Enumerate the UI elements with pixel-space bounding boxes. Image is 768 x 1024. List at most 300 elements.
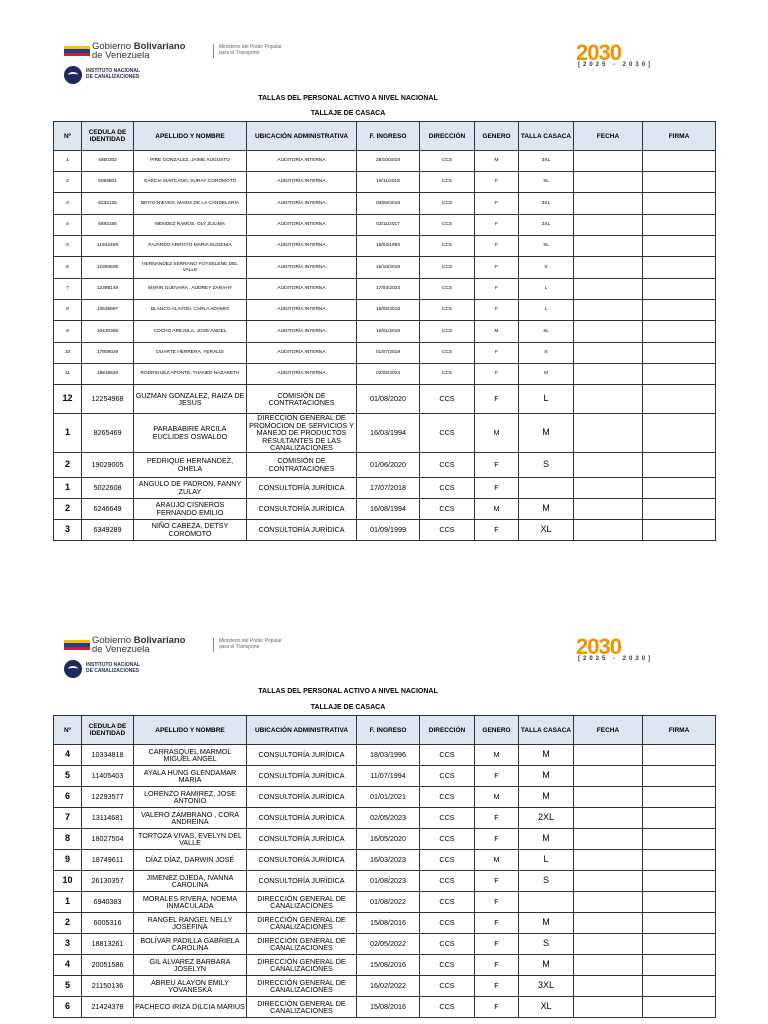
cell-ubic: AUDITORÍA INTERNA (247, 151, 357, 172)
cell-talla: M (519, 745, 574, 766)
institute-logo-icon (64, 660, 82, 678)
cell-name: HERNANDEZ SERRANO YOYSELENE DEL VALLE (134, 257, 247, 279)
cell-dir: CCS (420, 257, 475, 279)
cell-dir: CCS (420, 498, 475, 519)
table-row (54, 193, 716, 215)
cell-fecha-sign[interactable] (574, 364, 643, 385)
cell-n: 2 (54, 452, 82, 477)
cell-firma[interactable] (643, 452, 716, 477)
cell-name: BRITO NIEVES, MARIA DE LA CANDELARIA (134, 193, 247, 215)
cell-dir: CCS (420, 934, 475, 955)
cell-gen: F (475, 364, 519, 385)
cell-dir: CCS (420, 236, 475, 257)
cell-gen: F (475, 934, 519, 955)
cell-talla: XL (519, 519, 574, 540)
cell-dir: CCS (420, 745, 475, 766)
cell-ci: 18818620 (82, 364, 134, 385)
cell-talla: M (519, 498, 574, 519)
cell-name: BOLÍVAR PADILLA GABRIELA CAROLINA (134, 934, 247, 955)
cell-firma[interactable] (643, 913, 716, 934)
cell-firma[interactable] (643, 477, 716, 498)
government-logo-text: Gobierno Bolivariano de Venezuela (92, 41, 186, 61)
cell-ubic: DIRECCIÓN GENERAL DE CANALIZACIONES (247, 997, 357, 1018)
table-row (54, 279, 716, 300)
cell-firma[interactable] (643, 997, 716, 1018)
cell-firma[interactable] (643, 300, 716, 321)
cell-talla: S (519, 452, 574, 477)
sizes-table-page-2 (53, 715, 716, 1018)
column-header: CEDULA DE IDENTIDAD (82, 122, 134, 151)
cell-firma[interactable] (643, 385, 716, 414)
cell-ubic: COMISIÓN DE CONTRATACIONES (247, 385, 357, 414)
cell-n: 5 (54, 766, 82, 787)
cell-gen: F (475, 871, 519, 892)
cell-dir: CCS (420, 414, 475, 453)
cell-name: DÍAZ DÍAZ, DARWIN JOSÉ (134, 850, 247, 871)
plan-2030-logo: 2030 [2025 - 2030] (576, 40, 654, 68)
cell-dir: CCS (420, 871, 475, 892)
cell-fecha-sign[interactable] (574, 172, 643, 193)
cell-name: AYALA HUNG GLENDAMAR MARIA (134, 766, 247, 787)
table-row (54, 452, 716, 477)
cell-n: 12 (54, 385, 82, 414)
cell-fecha-sign[interactable] (574, 414, 643, 453)
cell-ubic: DIRECCIÓN GENERAL DE CANALIZACIONES (247, 913, 357, 934)
cell-firma[interactable] (643, 766, 716, 787)
cell-n: 3 (54, 193, 82, 215)
cell-dir: CCS (420, 215, 475, 236)
cell-fecha-sign[interactable] (574, 829, 643, 850)
cell-firma[interactable] (643, 955, 716, 976)
cell-fecha-sign[interactable] (574, 766, 643, 787)
plan-2030-logo: 2030 [2025 - 2030] (576, 634, 654, 662)
cell-ci: 21424378 (82, 997, 134, 1018)
cell-ci: 8265469 (82, 414, 134, 453)
cell-dir: CCS (420, 300, 475, 321)
cell-firma[interactable] (643, 257, 716, 279)
cell-firma[interactable] (643, 364, 716, 385)
cell-gen: F (475, 955, 519, 976)
column-header: APELLIDO Y NOMBRE (134, 716, 247, 745)
cell-n: 3 (54, 934, 82, 955)
institute-name: INSTITUTO NACIONAL DE CANALIZACIONES (86, 68, 141, 80)
cell-gen: F (475, 913, 519, 934)
cell-fecha: 02/05/2023 (357, 808, 420, 829)
cell-fecha-sign[interactable] (574, 808, 643, 829)
cell-fecha: 16/01/2019 (357, 321, 420, 343)
cell-n: 4 (54, 745, 82, 766)
cell-fecha-sign[interactable] (574, 976, 643, 997)
cell-name: PIRE GONZALEZ, JAIME AUGUSTO (134, 151, 247, 172)
cell-fecha: 16/05/2020 (357, 829, 420, 850)
cell-gen: M (475, 745, 519, 766)
cell-fecha: 16/02/2022 (357, 976, 420, 997)
cell-ci: 5022608 (82, 477, 134, 498)
cell-gen: F (475, 343, 519, 364)
cell-name: CARRASQUEL MARMOL MIGUEL ANGEL (134, 745, 247, 766)
cell-n: 1 (54, 892, 82, 913)
cell-firma[interactable] (643, 343, 716, 364)
cell-firma[interactable] (643, 871, 716, 892)
cell-n: 7 (54, 808, 82, 829)
cell-n: 5 (54, 236, 82, 257)
table-row (54, 364, 716, 385)
cell-dir: CCS (420, 808, 475, 829)
column-header: Nº (54, 122, 82, 151)
cell-firma[interactable] (643, 850, 716, 871)
column-header: F. INGRESO (357, 716, 420, 745)
cell-ci: 18027504 (82, 829, 134, 850)
cell-fecha-sign[interactable] (574, 997, 643, 1018)
cell-n: 5 (54, 976, 82, 997)
column-header: TALLA CASACA (519, 122, 574, 151)
cell-fecha-sign[interactable] (574, 279, 643, 300)
cell-firma[interactable] (643, 172, 716, 193)
cell-ci: 6005316 (82, 913, 134, 934)
cell-fecha: 16/10/2019 (357, 257, 420, 279)
cell-fecha-sign[interactable] (574, 787, 643, 808)
document-header (62, 42, 722, 92)
cell-ci: 6246649 (82, 498, 134, 519)
institute-name: INSTITUTO NACIONAL DE CANALIZACIONES (86, 662, 141, 674)
cell-firma[interactable] (643, 934, 716, 955)
cell-firma[interactable] (643, 151, 716, 172)
cell-ubic: DIRECCIÓN GENERAL DE CANALIZACIONES (247, 934, 357, 955)
cell-ubic: AUDITORÍA INTERNA (247, 364, 357, 385)
cell-talla: M (519, 829, 574, 850)
document-subtitle: TALLAJE DE CASACA (310, 704, 386, 711)
cell-n: 1 (54, 151, 82, 172)
cell-talla: XL (519, 997, 574, 1018)
cell-gen: F (475, 300, 519, 321)
cell-n: 6 (54, 257, 82, 279)
table-row (54, 850, 716, 871)
cell-gen: F (475, 976, 519, 997)
cell-name: RODRIGUEZ APONTE, THANED NAZARETH (134, 364, 247, 385)
cell-gen: M (475, 498, 519, 519)
cell-ci: 19029005 (82, 452, 134, 477)
ministry-text: Ministerio del Poder Popular para el Transporte (219, 638, 282, 650)
venezuela-flag-icon (64, 640, 90, 650)
cell-ubic: AUDITORÍA INTERNA (247, 321, 357, 343)
cell-fecha: 03/11/2017 (357, 215, 420, 236)
cell-name: PEDRIQUE HERNANDEZ, OHELA (134, 452, 247, 477)
cell-fecha: 16/05/2018 (357, 300, 420, 321)
cell-talla: 3XL (519, 193, 574, 215)
cell-name: GIL ALVAREZ BARBARA JOSELYN (134, 955, 247, 976)
sizes-table-page-1 (53, 121, 716, 541)
cell-fecha: 15/08/2016 (357, 913, 420, 934)
cell-talla: M (519, 414, 574, 453)
cell-fecha-sign[interactable] (574, 955, 643, 976)
table-row (54, 257, 716, 279)
cell-fecha: 16/03/1993 (357, 236, 420, 257)
cell-ubic: AUDITORÍA INTERNA (247, 193, 357, 215)
cell-n: 9 (54, 850, 82, 871)
table-row (54, 892, 716, 913)
cell-ubic: CONSULTORÍA JURÍDICA (247, 829, 357, 850)
cell-firma[interactable] (643, 321, 716, 343)
table-body (54, 745, 716, 1018)
cell-ci: 13536687 (82, 300, 134, 321)
cell-talla: XL (519, 321, 574, 343)
cell-fecha-sign[interactable] (574, 193, 643, 215)
cell-n: 10 (54, 871, 82, 892)
cell-gen: M (475, 850, 519, 871)
table-row (54, 300, 716, 321)
cell-fecha: 01/08/2020 (357, 385, 420, 414)
table-header-row (54, 716, 716, 745)
column-header: FECHA (574, 716, 643, 745)
cell-talla: S (519, 934, 574, 955)
cell-n: 6 (54, 787, 82, 808)
cell-firma[interactable] (643, 414, 716, 453)
table-row (54, 976, 716, 997)
cell-name: VALERO ZAMBRANO , CORA ANDREINA (134, 808, 247, 829)
cell-ubic: AUDITORÍA INTERNA (247, 343, 357, 364)
table-body (54, 151, 716, 541)
cell-ubic: CONSULTORÍA JURÍDICA (247, 745, 357, 766)
cell-ubic: AUDITORÍA INTERNA (247, 236, 357, 257)
cell-name: MORALES RIVERA, NOEMA INMACULADA (134, 892, 247, 913)
cell-ci: 6893165 (82, 215, 134, 236)
cell-ci: 20051586 (82, 955, 134, 976)
cell-dir: CCS (420, 519, 475, 540)
cell-firma[interactable] (643, 829, 716, 850)
cell-dir: CCS (420, 151, 475, 172)
cell-talla: L (519, 300, 574, 321)
table-row (54, 215, 716, 236)
cell-gen: F (475, 215, 519, 236)
table-row (54, 997, 716, 1018)
cell-fecha-sign[interactable] (574, 215, 643, 236)
table-row (54, 172, 716, 193)
cell-ci: 12384505 (82, 257, 134, 279)
cell-talla: 2XL (519, 808, 574, 829)
cell-ci: 12293577 (82, 787, 134, 808)
cell-dir: CCS (420, 913, 475, 934)
cell-fecha: 01/08/2023 (357, 871, 420, 892)
cell-talla: 3XL (519, 151, 574, 172)
cell-ubic: CONSULTORÍA JURÍDICA (247, 808, 357, 829)
cell-ubic: DIRECCIÓN GENERAL DE CANALIZACIONES (247, 955, 357, 976)
cell-fecha-sign[interactable] (574, 892, 643, 913)
cell-name: ARAUJO CISNEROS FERNANDO EMILIO (134, 498, 247, 519)
cell-fecha-sign[interactable] (574, 498, 643, 519)
cell-dir: CCS (420, 452, 475, 477)
cell-ubic: DIRECCION GENERAL DE PROMOCION DE SERVICIOS Y MANEJO DE PRODUCTOS RESULTANTES DE LAS CANALIZACIONES (247, 414, 357, 453)
cell-talla: M (519, 913, 574, 934)
cell-n: 2 (54, 172, 82, 193)
cell-firma[interactable] (643, 976, 716, 997)
cell-name: DUARTE HERRERA, YERALDI (134, 343, 247, 364)
document-subtitle: TALLAJE DE CASACA (310, 110, 386, 117)
cell-talla (519, 892, 574, 913)
cell-talla: 2XL (519, 215, 574, 236)
cell-fecha-sign[interactable] (574, 300, 643, 321)
column-header: FECHA (574, 122, 643, 151)
cell-firma[interactable] (643, 215, 716, 236)
cell-ubic: AUDITORÍA INTERNA (247, 172, 357, 193)
cell-name: ANGULO DE PADRON, FANNY ZULAY (134, 477, 247, 498)
cell-fecha-sign[interactable] (574, 321, 643, 343)
table-row (54, 808, 716, 829)
cell-fecha-sign[interactable] (574, 477, 643, 498)
cell-talla: M (519, 766, 574, 787)
ministry-text: Ministerio del Poder Popular para el Transporte (219, 44, 282, 56)
cell-firma[interactable] (643, 193, 716, 215)
cell-name: MENDEZ RAMOS, OLY ZULIMA (134, 215, 247, 236)
table-row (54, 787, 716, 808)
cell-gen: F (475, 236, 519, 257)
cell-name: RANGEL RANGEL NELLY JOSEFINA (134, 913, 247, 934)
cell-ci: 26130357 (82, 871, 134, 892)
page-2 (0, 594, 768, 1024)
cell-gen: F (475, 997, 519, 1018)
cell-n: 4 (54, 215, 82, 236)
document-title: TALLAS DEL PERSONAL ACTIVO A NIVEL NACIONAL (258, 688, 438, 695)
cell-dir: CCS (420, 787, 475, 808)
cell-fecha: 01/07/2019 (357, 343, 420, 364)
cell-ci: 17908029 (82, 343, 134, 364)
column-header: TALLA CASACA (519, 716, 574, 745)
cell-gen: F (475, 808, 519, 829)
cell-fecha-sign[interactable] (574, 745, 643, 766)
cell-n: 11 (54, 364, 82, 385)
cell-talla: S (519, 257, 574, 279)
cell-dir: CCS (420, 385, 475, 414)
cell-ubic: AUDITORÍA INTERNA (247, 279, 357, 300)
cell-fecha-sign[interactable] (574, 385, 643, 414)
cell-firma[interactable] (643, 808, 716, 829)
document-header (62, 636, 722, 686)
cell-talla: M (519, 955, 574, 976)
column-header: FIRMA (643, 716, 716, 745)
cell-ubic: CONSULTORÍA JURÍDICA (247, 477, 357, 498)
cell-talla (519, 477, 574, 498)
cell-ubic: COMISIÓN DE CONTRATACIONES (247, 452, 357, 477)
column-header: GENERO (475, 716, 519, 745)
cell-dir: CCS (420, 172, 475, 193)
column-header: UBICACIÓN ADMINISTRATIVA (247, 122, 357, 151)
cell-n: 4 (54, 955, 82, 976)
cell-ci: 4850302 (82, 151, 134, 172)
cell-gen: F (475, 829, 519, 850)
cell-name: TORTOZA VIVAS, EVELYN DEL VALLE (134, 829, 247, 850)
cell-fecha: 01/06/2020 (357, 452, 420, 477)
cell-ci: 18749611 (82, 850, 134, 871)
cell-ci: 11942469 (82, 236, 134, 257)
cell-ci: 5093801 (82, 172, 134, 193)
cell-ubic: DIRECCIÓN GENERAL DE CANALIZACIONES (247, 892, 357, 913)
cell-ubic: CONSULTORÍA JURÍDICA (247, 519, 357, 540)
cell-gen: M (475, 151, 519, 172)
cell-dir: CCS (420, 892, 475, 913)
cell-dir: CCS (420, 193, 475, 215)
cell-talla: XL (519, 172, 574, 193)
cell-ubic: CONSULTORÍA JURÍDICA (247, 850, 357, 871)
cell-fecha: 18/03/1996 (357, 745, 420, 766)
cell-fecha-sign[interactable] (574, 236, 643, 257)
cell-fecha-sign[interactable] (574, 151, 643, 172)
cell-fecha-sign[interactable] (574, 913, 643, 934)
cell-name: PACHECO IRIZA DILCIA MARIUS (134, 997, 247, 1018)
cell-name: LORENZO RAMIREZ, JOSE ANTONIO (134, 787, 247, 808)
cell-gen: F (475, 519, 519, 540)
cell-ubic: CONSULTORÍA JURÍDICA (247, 498, 357, 519)
cell-ubic: DIRECCIÓN GENERAL DE CANALIZACIONES (247, 976, 357, 997)
cell-talla: S (519, 871, 574, 892)
cell-firma[interactable] (643, 787, 716, 808)
cell-fecha-sign[interactable] (574, 257, 643, 279)
column-header: Nº (54, 716, 82, 745)
cell-fecha-sign[interactable] (574, 343, 643, 364)
cell-n: 8 (54, 829, 82, 850)
cell-fecha-sign[interactable] (574, 871, 643, 892)
cell-fecha: 11/07/1994 (357, 766, 420, 787)
cell-gen: F (475, 892, 519, 913)
table-row (54, 913, 716, 934)
cell-fecha: 02/05/2023 (357, 364, 420, 385)
cell-fecha-sign[interactable] (574, 850, 643, 871)
cell-fecha: 16/03/2023 (357, 850, 420, 871)
logo-separator (213, 44, 214, 58)
cell-fecha-sign[interactable] (574, 934, 643, 955)
cell-fecha-sign[interactable] (574, 452, 643, 477)
cell-firma[interactable] (643, 236, 716, 257)
column-header: DIRECCIÓN (420, 716, 475, 745)
cell-firma[interactable] (643, 498, 716, 519)
cell-ubic: CONSULTORÍA JURÍDICA (247, 766, 357, 787)
cell-fecha-sign[interactable] (574, 519, 643, 540)
cell-name: PARABABIRE ARCILA EUCLIDES OSWALDO (134, 414, 247, 453)
cell-fecha: 29/10/2018 (357, 151, 420, 172)
cell-ubic: AUDITORÍA INTERNA (247, 215, 357, 236)
cell-talla: XL (519, 236, 574, 257)
cell-gen: F (475, 193, 519, 215)
cell-fecha: 15/08/2016 (357, 955, 420, 976)
cell-name: MARIN GUEVARA , AUDREY ZARAHY (134, 279, 247, 300)
cell-dir: CCS (420, 850, 475, 871)
cell-talla: M (519, 364, 574, 385)
cell-name: ABREU ALAYON EMILY YOVANESKA (134, 976, 247, 997)
cell-fecha: 17/04/2023 (357, 279, 420, 300)
table-row (54, 498, 716, 519)
cell-firma[interactable] (643, 745, 716, 766)
table-row (54, 385, 716, 414)
cell-dir: CCS (420, 279, 475, 300)
table-row (54, 519, 716, 540)
cell-firma[interactable] (643, 892, 716, 913)
cell-fecha: 15/08/2016 (357, 997, 420, 1018)
institute-logo-icon (64, 66, 82, 84)
cell-ubic: AUDITORÍA INTERNA (247, 300, 357, 321)
cell-talla: L (519, 385, 574, 414)
cell-talla: 3XL (519, 976, 574, 997)
cell-n: 1 (54, 477, 82, 498)
table-row (54, 321, 716, 343)
cell-dir: CCS (420, 766, 475, 787)
cell-gen: F (475, 279, 519, 300)
cell-firma[interactable] (643, 519, 716, 540)
cell-firma[interactable] (643, 279, 716, 300)
cell-talla: L (519, 279, 574, 300)
column-header: UBICACIÓN ADMINISTRATIVA (247, 716, 357, 745)
table-row (54, 236, 716, 257)
cell-fecha: 16/03/1994 (357, 414, 420, 453)
cell-ubic: AUDITORÍA INTERNA (247, 257, 357, 279)
cell-n: 6 (54, 997, 82, 1018)
